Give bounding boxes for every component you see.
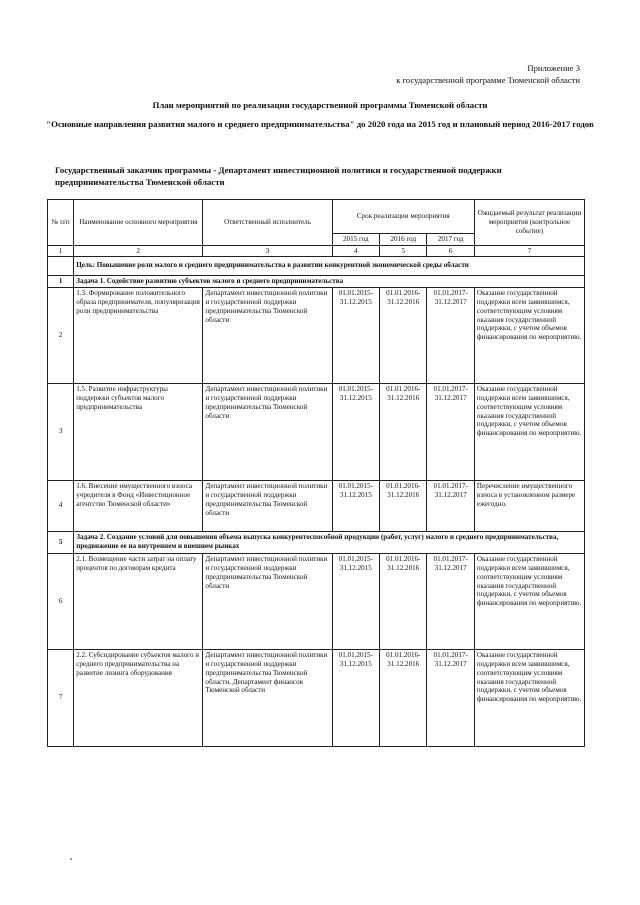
row-number: 1 <box>48 275 74 287</box>
activity-name: 2.2. Субсидирование субъектов малого и среднего предпринимательства на развитие лизинга оборудования <box>74 649 203 746</box>
header-name: Наименование основного мероприятия <box>74 200 203 246</box>
col-number: 4 <box>332 245 379 256</box>
table-row <box>48 287 585 383</box>
table-row <box>48 480 585 531</box>
header-result: Ожидаемый результат реализации мероприятия (контрольное событие) <box>474 200 584 246</box>
activity-name: 1.3. Формирование положительного образа предпринимателя, популяризация роли предпринимательства <box>74 287 203 383</box>
column-numbers-row <box>48 245 585 256</box>
state-customer: Государственный заказчик программы - Департамент инвестиционной политики и государственной поддержки предпринимательства Тюменской области <box>55 165 502 187</box>
appendix-line-1: Приложение 3 <box>527 63 580 73</box>
header-period: Срок реализации мероприятия <box>332 200 474 234</box>
task-text: Задача 1. Содействие развитию субъектов малого и среднего предпринимательства <box>74 275 585 287</box>
period-2015: 01.01.2015-31.12.2015 <box>332 383 379 480</box>
period-2016: 01.01.2016-31.12.2016 <box>380 480 427 531</box>
period-2015: 01.01.2015-31.12.2015 <box>332 649 379 746</box>
expected-result: Оказание государственной поддержки всем заявившимся, соответствующим условиям оказания государственной поддержки, с учетом объемов финансирования по мероприятию. <box>474 553 584 649</box>
period-2017: 01.01.2017-31.12.2017 <box>427 287 474 383</box>
period-2016: 01.01.2016-31.12.2016 <box>380 553 427 649</box>
header-year-2015: 2015 год <box>332 234 379 246</box>
period-2017: 01.01.2017-31.12.2017 <box>427 649 474 746</box>
col-number: 7 <box>474 245 584 256</box>
activity-name: 2.1. Возмещение части затрат на оплату процентов по договорам кредита <box>74 553 203 649</box>
expected-result: Оказание государственной поддержки всем заявившимся, соответствующим условиям оказания государственной поддержки, с учетом объемов финансирования по мероприятию. <box>474 383 584 480</box>
header-year-2017: 2017 год <box>427 234 474 246</box>
period-2015: 01.01.2015-31.12.2015 <box>332 480 379 531</box>
period-2015: 01.01.2015-31.12.2015 <box>332 287 379 383</box>
executor: Департамент инвестиционной политики и государственной поддержки предпринимательства Тюменской области, Департамент финансов Тюменской области <box>203 649 332 746</box>
task-text: Задача 2. Создание условий для повышения объема выпуска конкурентоспособной продукции (работ, услуг) малого и среднего предпринимательства, продвижение ее на внутреннем и внешнем рынках <box>74 531 585 553</box>
scan-dot <box>70 858 72 860</box>
col-number: 1 <box>48 245 74 256</box>
period-2017: 01.01.2017-31.12.2017 <box>427 553 474 649</box>
row-number: 6 <box>48 553 74 649</box>
table-row <box>48 649 585 746</box>
period-2016: 01.01.2016-31.12.2016 <box>380 649 427 746</box>
activities-table <box>47 199 585 747</box>
period-2015: 01.01.2015-31.12.2015 <box>332 553 379 649</box>
appendix-note <box>396 62 580 86</box>
col-number: 5 <box>380 245 427 256</box>
table-row <box>48 383 585 480</box>
col-number: 6 <box>427 245 474 256</box>
goal-row <box>48 256 585 275</box>
task-row <box>48 275 585 287</box>
row-number: 7 <box>48 649 74 746</box>
expected-result: Оказание государственной поддержки всем заявившимся, соответствующим условиям оказания государственной поддержки, с учетом объемов финансирования по мероприятию. <box>474 649 584 746</box>
activity-name: 1.6. Внесение имущественного взноса учредителя в Фонд «Инвестиционное агентство Тюменской области» <box>74 480 203 531</box>
document-subtitle: "Основные направления развития малого и среднего предпринимательства" до 2020 года на 2015 год и плановый период 2016-2017 годов <box>46 119 594 129</box>
row-number: 2 <box>48 287 74 383</box>
period-2016: 01.01.2016-31.12.2016 <box>380 287 427 383</box>
row-number: 4 <box>48 480 74 531</box>
header-num: № п/п <box>48 200 74 246</box>
expected-result: Перечисление имущественного взноса в установленном размере ежегодно. <box>474 480 584 531</box>
header-executor: Ответственный исполнитель <box>203 200 332 246</box>
appendix-line-2: к государственной программе Тюменской области <box>396 75 580 85</box>
period-2017: 01.01.2017-31.12.2017 <box>427 480 474 531</box>
header-year-2016: 2016 год <box>380 234 427 246</box>
executor: Департамент инвестиционной политики и государственной поддержки предпринимательства Тюменской области <box>203 287 332 383</box>
executor: Департамент инвестиционной политики и государственной поддержки предпринимательства Тюменской области <box>203 383 332 480</box>
col-number: 2 <box>74 245 203 256</box>
period-2017: 01.01.2017-31.12.2017 <box>427 383 474 480</box>
executor: Департамент инвестиционной политики и государственной поддержки предпринимательства Тюменской области <box>203 553 332 649</box>
row-number: 3 <box>48 383 74 480</box>
goal-text: Цель: Повышение роли малого и среднего предпринимательства в развитии конкурентной экономической среды области <box>74 256 585 275</box>
table-row <box>48 553 585 649</box>
activity-name: 1.5. Развитие инфраструктуры поддержки субъектов малого предпринимательства <box>74 383 203 480</box>
expected-result: Оказание государственной поддержки всем заявившимся, соответствующим условиям оказания государственной поддержки, с учетом объемов финансирования по мероприятию. <box>474 287 584 383</box>
document-title: План мероприятий по реализации государственной программы Тюменской области <box>152 100 488 110</box>
row-number: 5 <box>48 531 74 553</box>
executor: Департамент инвестиционной политики и государственной поддержки предпринимательства Тюменской области <box>203 480 332 531</box>
period-2016: 01.01.2016-31.12.2016 <box>380 383 427 480</box>
col-number: 3 <box>203 245 332 256</box>
task-row <box>48 531 585 553</box>
